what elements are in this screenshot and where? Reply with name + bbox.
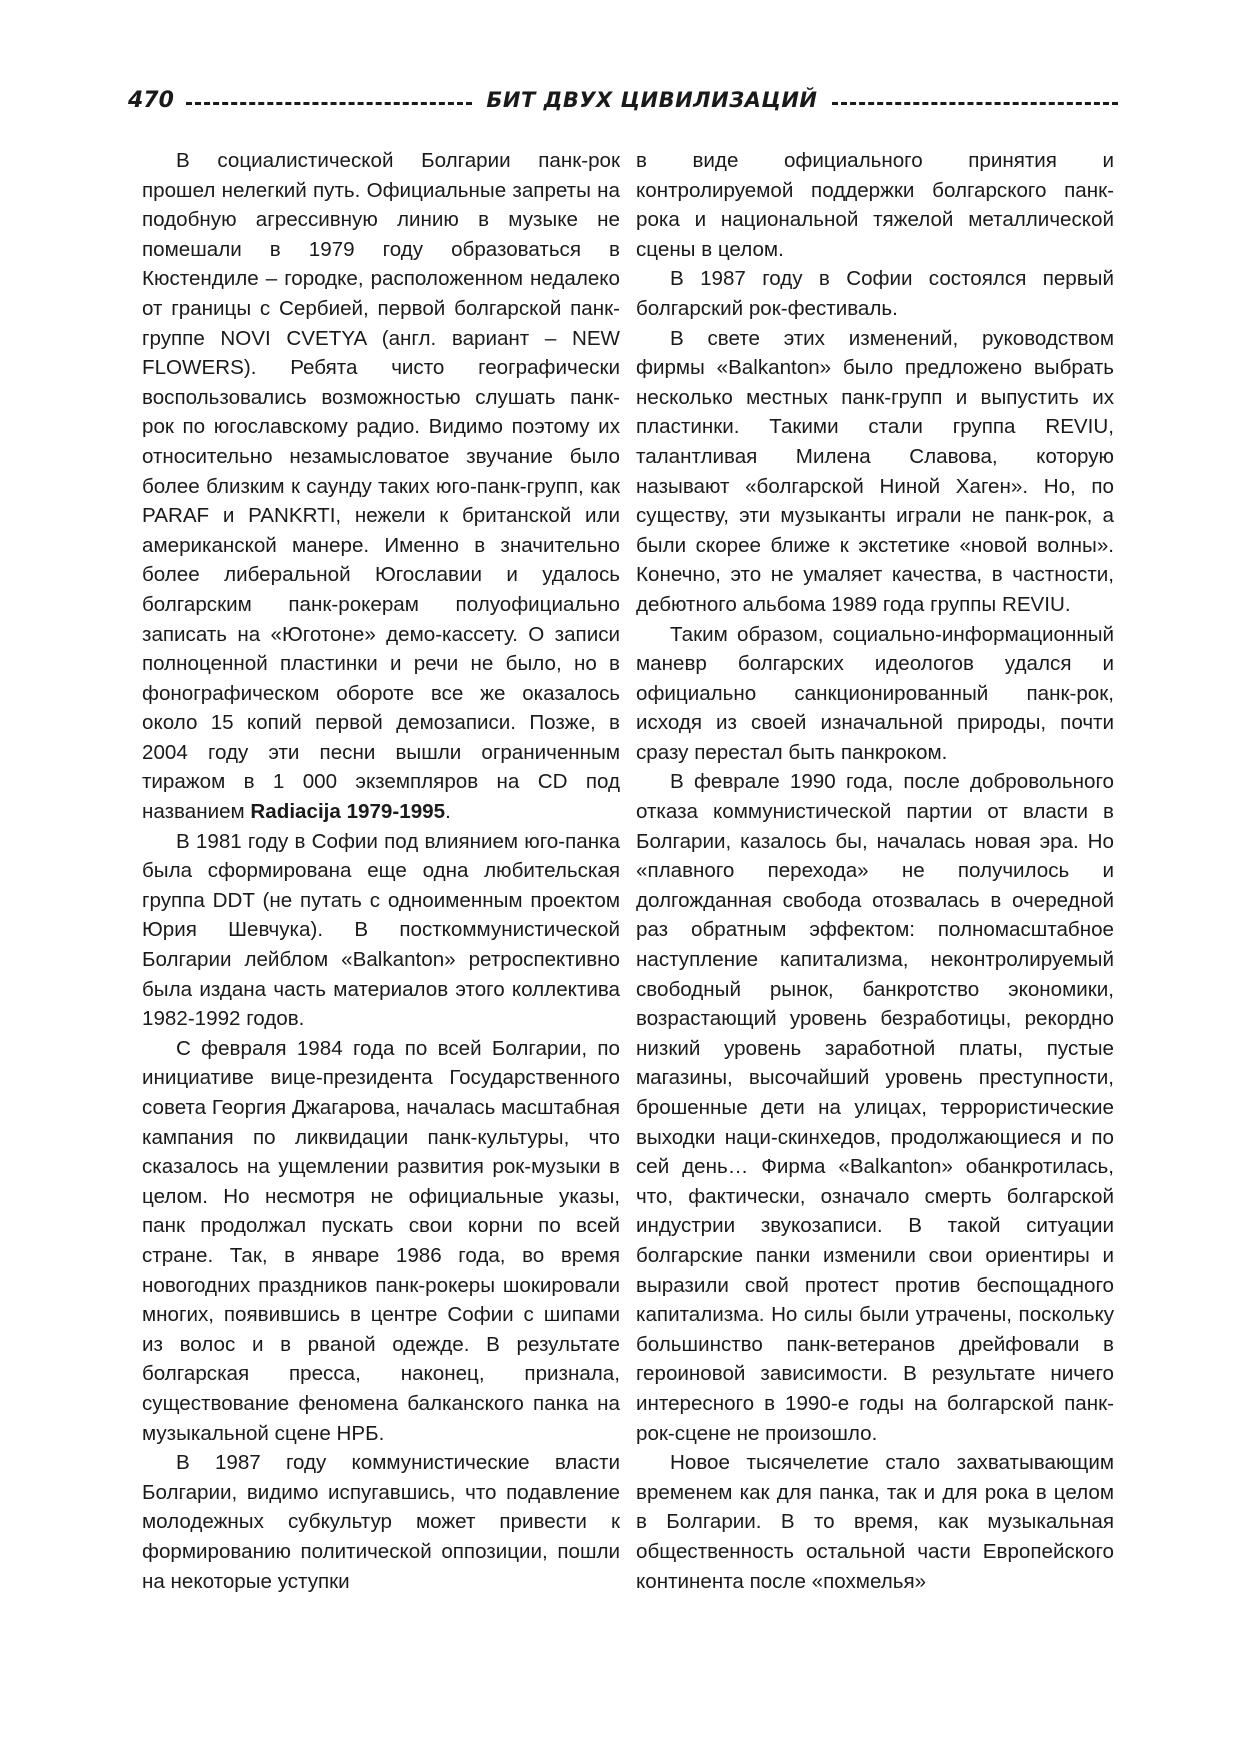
paragraph: Таким образом, социально-информационный маневр болгарских идеологов удался и официально санкционированный панк-рок, исходя из своей изначальной природы, почти сразу перестал быть панкроком. — [636, 622, 1114, 764]
paragraph: В социалистической Болгарии панк-рок прошел нелегкий путь. Официальные запреты на подобную агрессивную линию в музыке не помешали в 1979 году образоваться в Кюстендиле – городке, расположенном недалеко от границы с Сербией, первой болгарской панк-группе NOVI CVETYA (англ. вариант – NEW FLOWERS). Ребята чисто географически воспользовались возможностью слушать панк-рок по югославскому радио. Видимо поэтому их относительно незамысловатое звучание было более близким к саунду таких юго-панк-групп, как PARAF и PANKRTI, нежели к британской или американской манере. Именно в значительно более либеральной Югославии и удалось болгарским панк-рокерам полуофициально записать на «Юготоне» демо-кассету. О записи полноценной пластинки и речи не было, но в фонографическом обороте все же оказалось около 15 копий первой демозаписи. Позже, в 2004 году эти песни вышли ограниченным тиражом в 1 000 экземпляров на CD под названием Radiacija 1979-1995. — [142, 149, 620, 824]
paragraph: В феврале 1990 года, после добровольного отказа коммунистической партии от власти в Болгарии, казалось бы, началась новая эра. Но «плавного перехода» не получилось и долгожданная свобода отозвалась в очередной раз обратным эффектом: полномасштабное наступление капитализма, неконтролируемый свободный рынок, банкротство экономики, возрастающий уровень безработицы, рекордно низкий уровень заработной платы, пустые магазины, высочайший уровень преступности, брошенные дети на улицах, террористические выходки наци-скинхедов, продолжающиеся и по сей день… Фирма «Balkanton» обанкротилась, что, фактически, означало смерть болгарской индустрии звукозаписи. В такой ситуации болгарские панки изменили свои ориентиры и выразили свой протест против беспощадного капитализма. Но силы были утрачены, поскольку большинство панк-ветеранов дрейфовали в героиновой зависимости. В результате ничего интересного в 1990-е годы на болгарской панк-рок-сцене не произошло. — [636, 770, 1114, 1445]
paragraph: С февраля 1984 года по всей Болгарии, по инициативе вице-президента Государственного совета Георгия Джагарова, началась масштабная кампания по ликвидации панк-культуры, что сказалось на ущемлении развития рок-музыки в целом. Но несмотря не официальные указы, панк продолжал пускать свои корни по всей стране. Так, в январе 1986 года, во время новогодних праздников панк-рокеры шокировали многих, появившись в центре Софии с шипами из волос и в рваной одежде. В результате болгарская пресса, наконец, признала, существование феномена балканского панка на музыкальной сцене НРБ. — [142, 1036, 620, 1445]
book-title: БИТ ДВУХ ЦИВИЛИЗАЦИЙ — [486, 88, 818, 112]
paragraph: В 1981 году в Софии под влиянием юго-панка была сформирована еще одна любительская группа DDT (не путать с одноименным проектом Юрия Шевчука). В посткоммунистической Болгарии лейблом «Balkanton» ретроспективно была издана часть материалов этого коллектива 1982-1992 годов. — [142, 829, 620, 1031]
paragraph: В 1987 году коммунистические власти Болгарии, видимо испугавшись, что подавление молодежных субкультур может привести к формированию политической оппозиции, пошли на некоторые уступки — [142, 1451, 620, 1593]
page-number: 470 — [128, 87, 174, 113]
left-column — [142, 146, 620, 1596]
paragraph: Новое тысячелетие стало захватывающим временем как для панка, так и для рока в целом в Болгарии. В то время, как музыкальная общественность остальной части Европейского континента после «похмелья» — [636, 1451, 1114, 1593]
header-rule-right — [832, 102, 1118, 105]
paragraph: В 1987 году в Софии состоялся первый болгарский рок-фестиваль. — [636, 267, 1114, 320]
running-header — [128, 80, 1118, 120]
paragraph: В свете этих изменений, руководством фирмы «Balkanton» было предложено выбрать несколько местных панк-групп и выпустить их пластинки. Такими стали группа REVIU, талантливая Милена Славова, которую называют «болгарской Ниной Хаген». Но, по существу, эти музыканты играли не панк-рок, а были скорее ближе к экстетике «новой волны». Конечно, это не умаляет качества, в частности, дебютного альбома 1989 года группы REVIU. — [636, 326, 1114, 616]
album-title: Radiacija 1979-1995 — [250, 800, 446, 824]
header-rule-left — [186, 102, 472, 105]
right-column — [636, 146, 1114, 1596]
paragraph-continued: в виде официального принятия и контролируемой поддержки болгарского панк-рока и национальной тяжелой металлической сцены в целом. — [636, 149, 1114, 261]
